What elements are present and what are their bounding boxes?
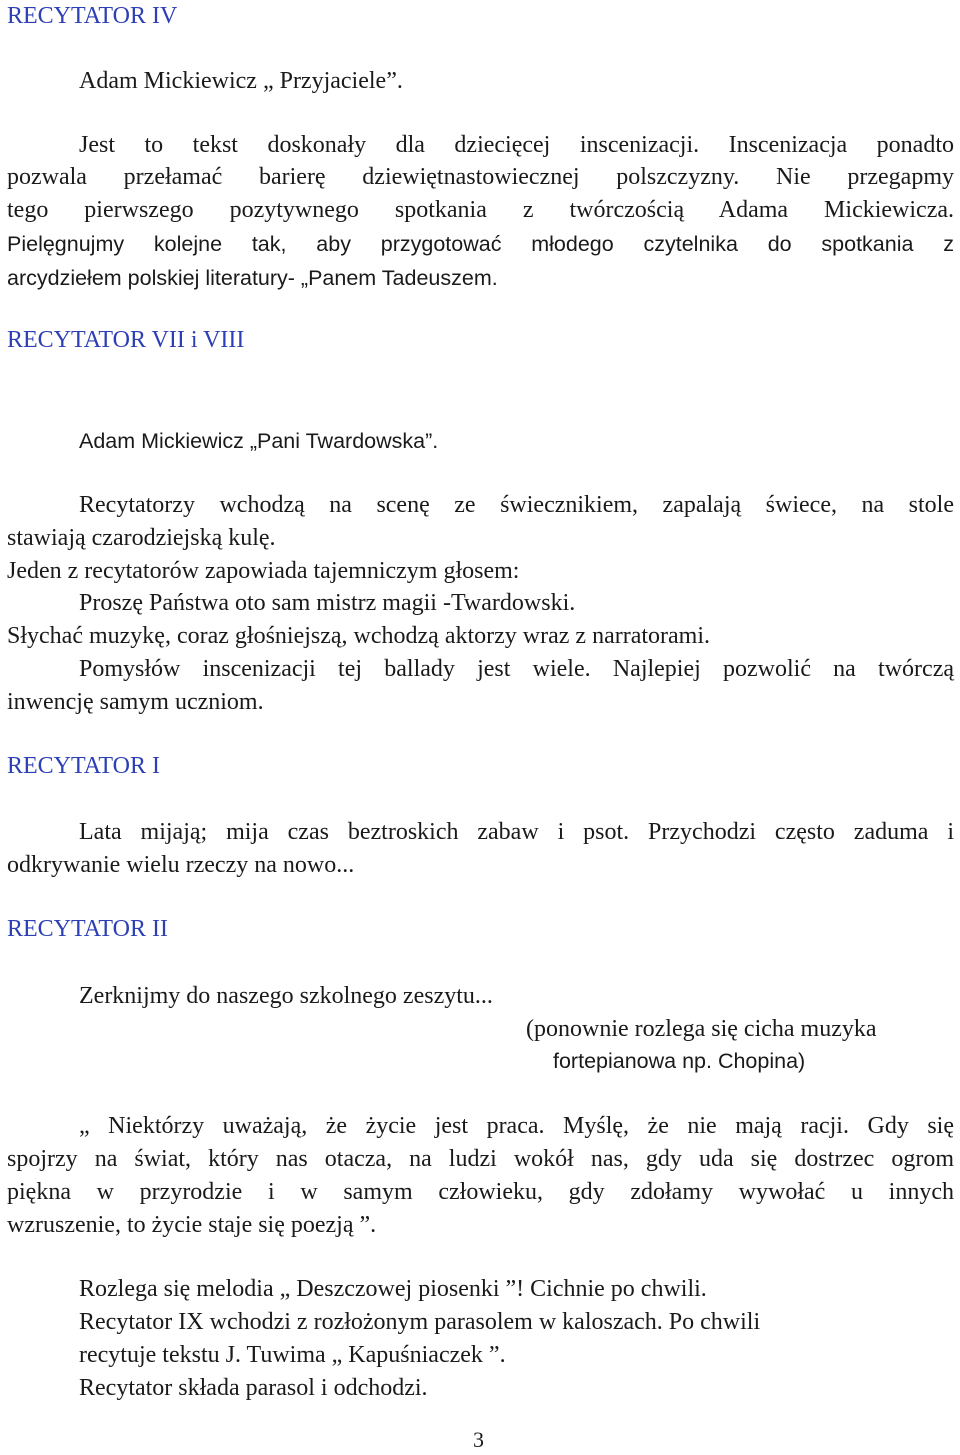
stage-direction: Recytator składa parasol i odchodzi. (79, 1375, 428, 1401)
page-number: 3 (473, 1427, 484, 1452)
poem-title-przyjaciele: Adam Mickiewicz „ Przyjaciele”. (79, 68, 403, 94)
paragraph-line: pozwala przełamać barierę dziewiętnastowiecznej polszczyzny. Nie przegapmy (7, 164, 954, 190)
paragraph-line: Jeden z recytatorów zapowiada tajemniczym głosem: (7, 558, 520, 584)
paragraph-line: Jest to tekst doskonały dla dziecięcej inscenizacji. Inscenizacja ponadto (79, 132, 954, 158)
section-heading-recytator-i: RECYTATOR I (7, 753, 160, 779)
paragraph-line: stawiają czarodziejską kulę. (7, 525, 276, 551)
paragraph-line: odkrywanie wielu rzeczy na nowo... (7, 852, 355, 878)
quote-line: wzruszenie, to życie staje się poezją ”. (7, 1212, 377, 1238)
quote-line: spojrzy na świat, który nas otacza, na ludzi wokół nas, gdy uda się dostrzec ogrom (7, 1146, 954, 1172)
paragraph-line: Pomysłów inscenizacji tej ballady jest wiele. Najlepiej pozwolić na twórczą (79, 656, 954, 682)
stage-direction: recytuje tekstu J. Tuwima „ Kapuśniaczek ”. (79, 1342, 506, 1368)
paragraph-line: Recytatorzy wchodzą na scenę ze świecznikiem, zapalają świece, na stole (79, 492, 954, 518)
paragraph-line: Lata mijają; mija czas beztroskich zabaw i psot. Przychodzi często zaduma i (79, 819, 954, 845)
stage-note: (ponownie rozlega się cicha muzyka (526, 1016, 877, 1042)
quote-line: „ Niektórzy uważają, że życie jest praca. Myślę, że nie mają racji. Gdy się (79, 1113, 954, 1139)
quoted-announcement: Proszę Państwa oto sam mistrz magii -Twardowski. (79, 590, 576, 616)
paragraph-line: tego pierwszego pozytywnego spotkania z twórczością Adama Mickiewicza. (7, 197, 954, 223)
stage-direction: Słychać muzykę, coraz głośniejszą, wchodzą aktorzy wraz z narratorami. (7, 623, 711, 649)
stage-direction: Recytator IX wchodzi z rozłożonym parasolem w kaloszach. Po chwili (79, 1309, 761, 1335)
section-heading-recytator-vii-viii: RECYTATOR VII i VIII (7, 327, 245, 353)
paragraph-line: Zerknijmy do naszego szkolnego zeszytu... (79, 983, 493, 1009)
stage-note: fortepianowa np. Chopina) (553, 1049, 806, 1073)
section-heading-recytator-ii: RECYTATOR II (7, 916, 168, 942)
paragraph-line: arcydziełem polskiej literatury- „Panem Tadeuszem. (7, 266, 498, 290)
paragraph-line: Pielęgnujmy kolejne tak, aby przygotować młodego czytelnika do spotkania z (7, 232, 954, 256)
stage-direction: Rozlega się melodia „ Deszczowej piosenki ”! Cichnie po chwili. (79, 1276, 707, 1302)
section-heading-recytator-iv: RECYTATOR IV (7, 3, 178, 29)
poem-title-pani-twardowska: Adam Mickiewicz „Pani Twardowska”. (79, 429, 439, 453)
quote-line: piękna w przyrodzie i w samym człowieku, gdy zdołamy wywołać u innych (7, 1179, 954, 1205)
paragraph-line: inwencję samym uczniom. (7, 689, 264, 715)
